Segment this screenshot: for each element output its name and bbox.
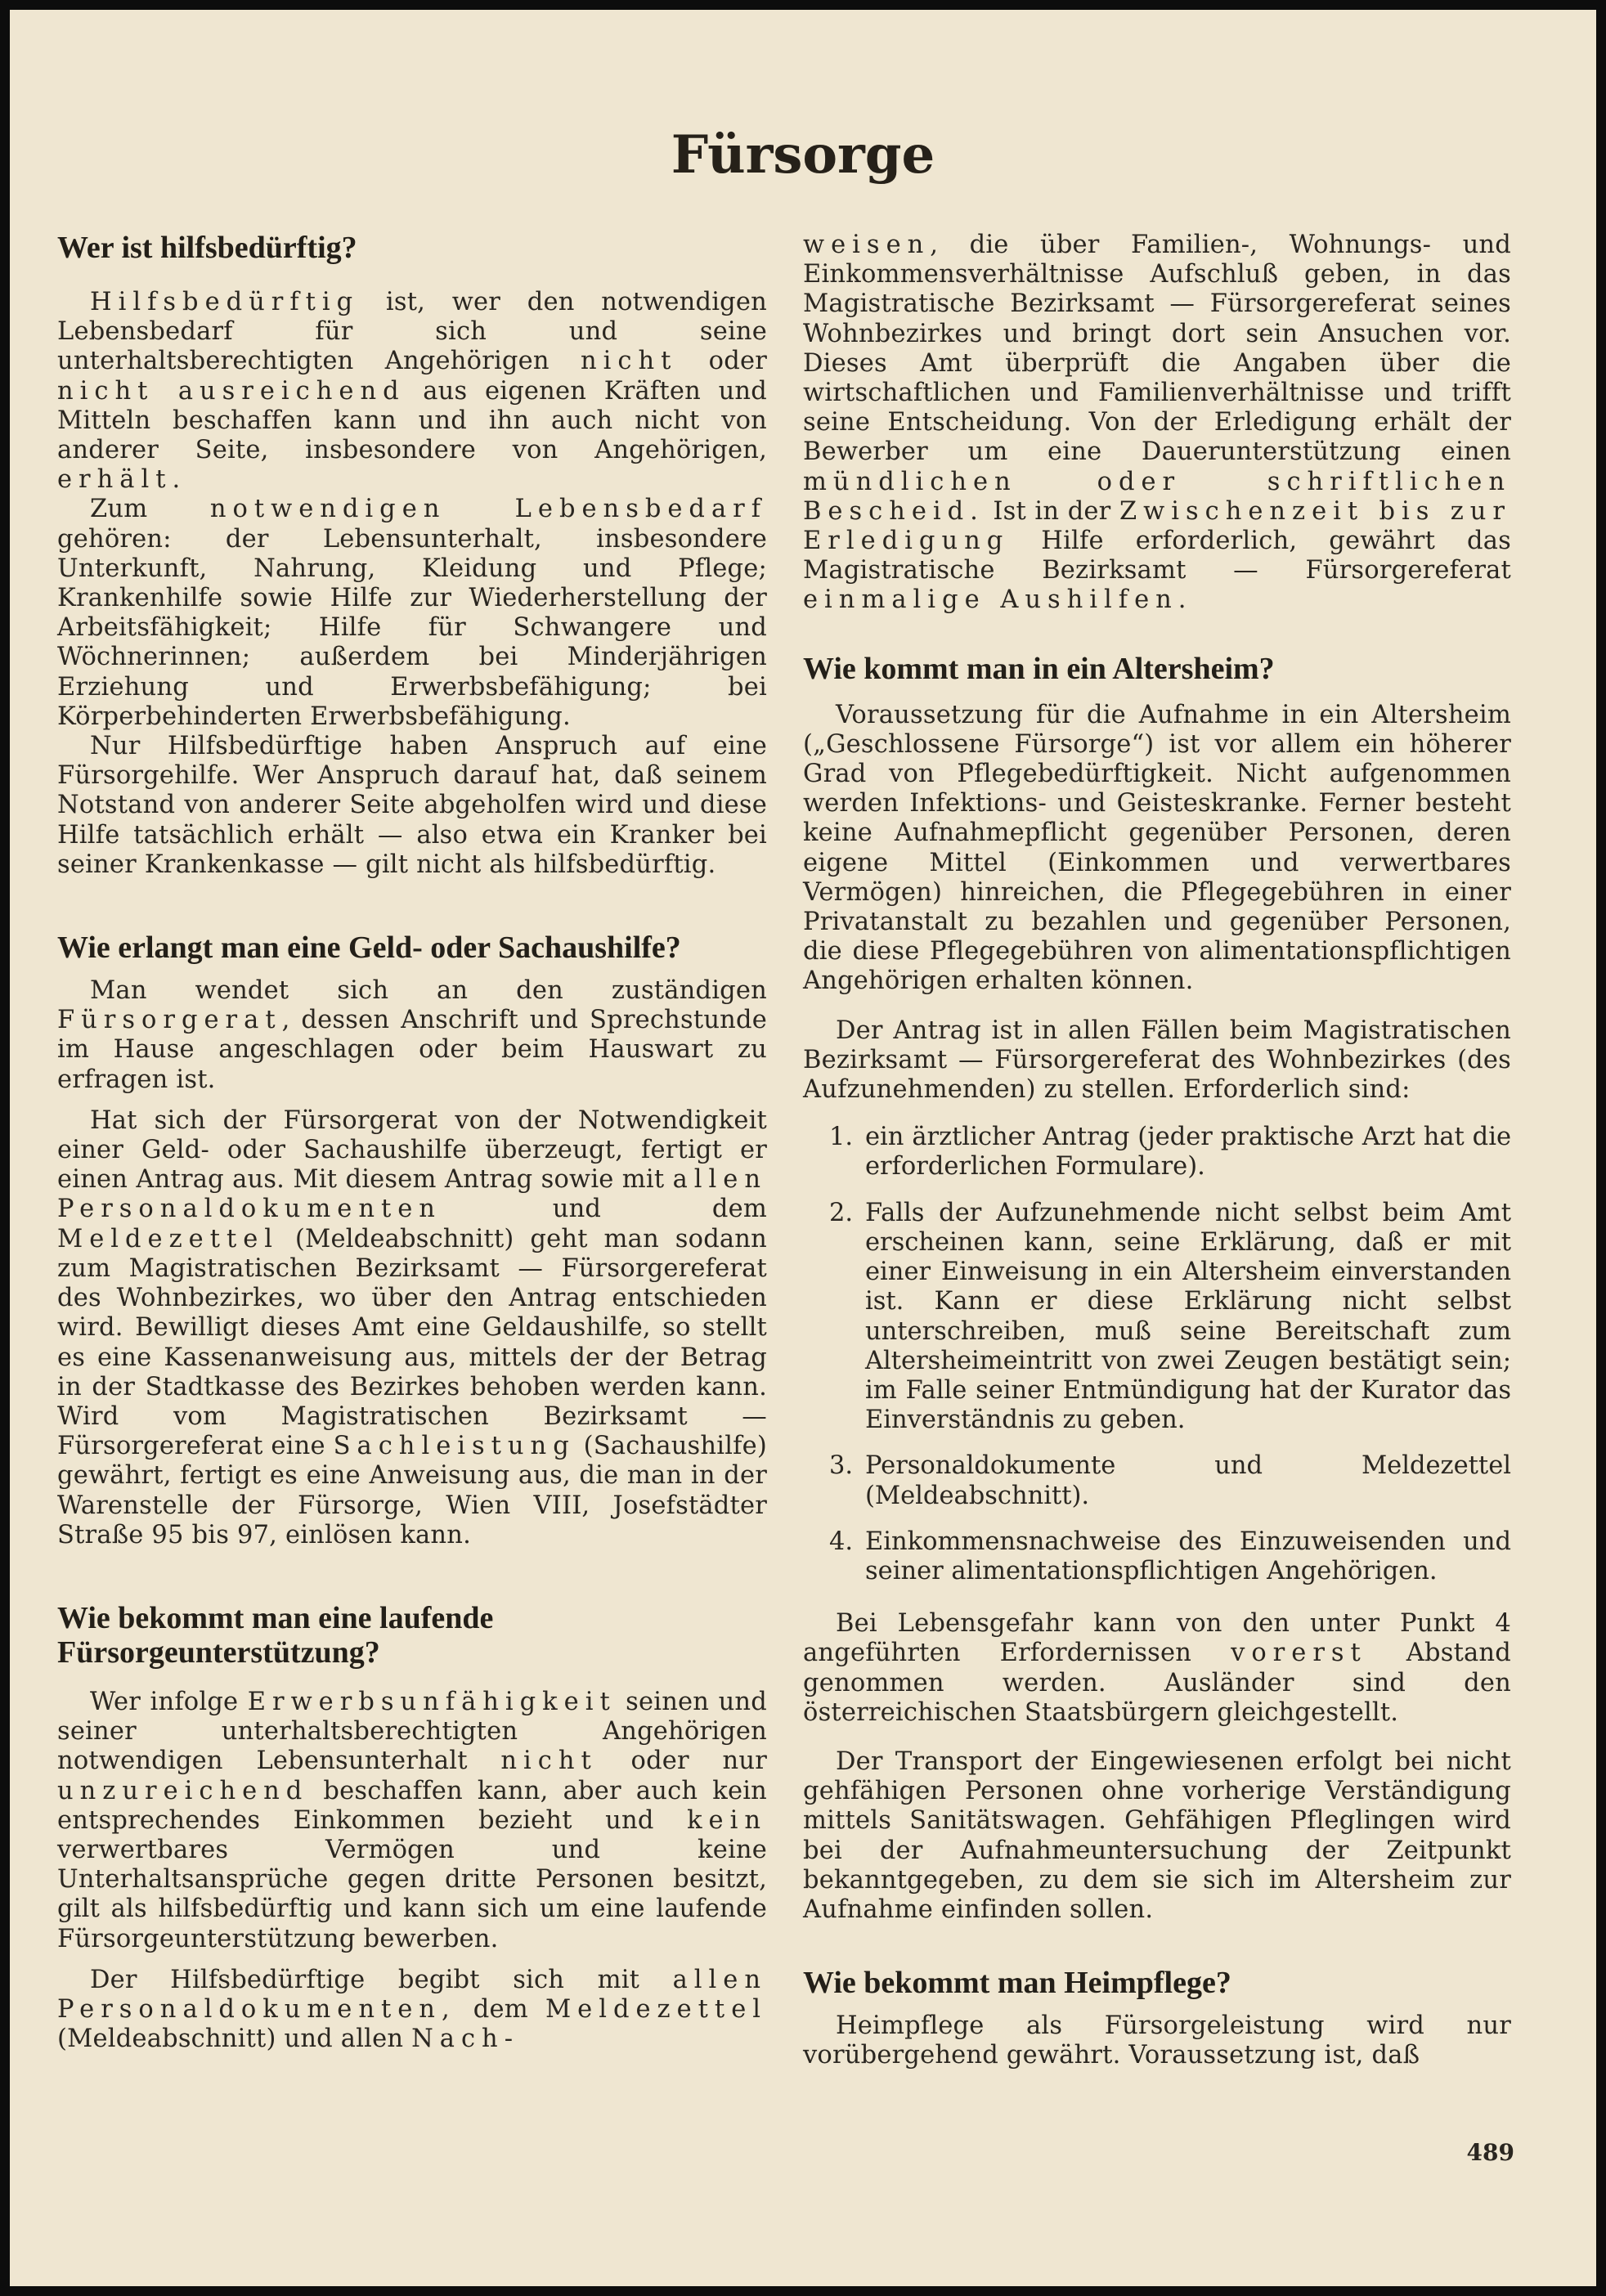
paragraph: Man wendet sich an den zuständigen Fürsorgerat, dessen Anschrift und Sprechstunde im Hause angeschlagen oder beim Hauswart zu erfragen ist. — [57, 976, 767, 1094]
document-page — [10, 10, 1596, 2286]
list-item: 2. Falls der Aufzunehmende nicht selbst beim Amt erscheinen kann, seine Erklärung, daß er mit einer Einweisung in ein Altersheim einverstanden ist. Kann er diese Erklärung nicht selbst unterschreiben, muß seine Bereitschaft zum Altersheimeintritt von zwei Zeugen bestätigt sein; im Falle seiner Entmündigung hat der Kurator das Einverständnis zu geben. — [829, 1198, 1511, 1435]
list-item: 4. Einkommensnachweise des Einzuweisenden und seiner alimentationspflichtigen Angehörigen. — [829, 1527, 1511, 1585]
paragraph: Bei Lebensgefahr kann von den unter Punkt 4 angeführten Erfordernissen vorerst Abstand genommen werden. Ausländer sind den österreichischen Staatsbürgern gleichgestellt. — [803, 1609, 1512, 1727]
paragraph: Der Hilfsbedürftige begibt sich mit allen Personaldokumenten, dem Meldezettel (Meldeabschnitt) und allen Nach- — [57, 1965, 767, 2054]
paragraph: Zum notwendigen Lebensbedarf gehören: der Lebensunterhalt, insbesondere Unterkunft, Nahrung, Kleidung und Pflege; Krankenhilfe sowie Hilfe zur Wiederherstellung der Arbeitsfähigkeit; Hilfe für Schwangere und Wöchnerinnen; außerdem bei Minderjährigen Erziehung und Erwerbsbefähigung; bei Körperbehinderten Erwerbsbefähigung. — [57, 495, 767, 731]
paragraph: Hat sich der Fürsorgerat von der Notwendigkeit einer Geld- oder Sachaushilfe überzeugt, fertigt er einen Antrag aus. Mit diesem Antrag sowie mit allen Personaldokumenten und dem Meldezettel (Meldeabschnitt) geht man sodann zum Magistratischen Bezirksamt — Fürsorgereferat des Wohnbezirkes, wo über den Antrag entschieden wird. Bewilligt dieses Amt eine Geldaushilfe, so stellt es eine Kassenanweisung aus, mittels der der Betrag in der Stadtkasse des Bezirkes behoben werden kann. Wird vom Magistratischen Bezirksamt — Fürsorgereferat eine Sachleistung (Sachaushilfe) gewährt, fertigt es eine Anweisung aus, die man in der Warenstelle der Fürsorge, Wien VIII, Josefstädter Straße 95 bis 97, einlösen kann. — [57, 1105, 768, 1549]
paragraph: Heimpflege als Fürsorgeleistung wird nur vorübergehend gewährt. Voraussetzung ist, daß — [803, 2011, 1511, 2070]
page-title: Fürsorge — [671, 124, 935, 186]
section-heading-hilfsbeduerftig: Wer ist hilfsbedürftig? — [57, 231, 357, 265]
page-number: 489 — [1466, 2139, 1514, 2166]
paragraph: Der Antrag ist in allen Fällen beim Magistratischen Bezirksamt — Fürsorgereferat des Wohnbezirkes (des Aufzunehmenden) zu stellen. Erforderlich sind: — [803, 1016, 1511, 1105]
paragraph: Wer infolge Erwerbsunfähigkeit seinen und seiner unterhaltsberechtigten Angehörigen notwendigen Lebensunterhalt nicht oder nur unzureichend beschaffen kann, aber auch kein entsprechendes Einkommen bezieht und kein verwertbares Vermögen und keine Unterhaltsansprüche gegen dritte Personen besitzt, gilt als hilfsbedürftig und kann sich um eine laufende Fürsorgeunterstützung bewerben. — [57, 1687, 768, 1953]
paragraph: Nur Hilfsbedürftige haben Anspruch auf eine Fürsorgehilfe. Wer Anspruch darauf hat, daß seinem Notstand von anderer Seite abgeholfen wird und diese Hilfe tatsächlich erhält — also etwa ein Kranker bei seiner Krankenkasse — gilt nicht als hilfsbedürftig. — [57, 732, 767, 879]
section-heading-fuersorgeunterstuetzung: Wie bekommt man eine laufende Fürsorgeunterstützung? — [57, 1600, 494, 1670]
left-column — [57, 231, 767, 2054]
paragraph: weisen, die über Familien-, Wohnungs- und Einkommensverhältnisse Aufschluß geben, in das Magistratische Bezirksamt — Fürsorgereferat seines Wohnbezirkes und bringt dort sein Ansuchen vor. Dieses Amt überprüft die Angaben über die wirtschaftlichen und Familienverhältnisse und trifft seine Entscheidung. Von der Erledigung erhält der Bewerber um eine Dauerunterstützung einen mündlichen oder schriftlichen Bescheid. Ist in der Zwischenzeit bis zur Erledigung Hilfe erforderlich, gewährt das Magistratische Bezirksamt — Fürsorgereferat einmalige Aushilfen. — [803, 231, 1511, 615]
section-heading-aushilfe: Wie erlangt man eine Geld- oder Sachaushilfe? — [57, 931, 681, 966]
list-item: 1. ein ärztlicher Antrag (jeder praktische Arzt hat die erforderlichen Formulare). — [829, 1123, 1511, 1182]
right-column — [803, 231, 1511, 2071]
section-heading-altersheim: Wie kommt man in ein Altersheim? — [803, 651, 1275, 686]
paragraph: Der Transport der Eingewiesenen erfolgt bei nicht gehfähigen Personen ohne vorherige Verständigung mittels Sanitätswagen. Gehfähigen Pfleglingen wird bei der Aufnahmeuntersuchung der Zeitpunkt bekanntgegeben, zu dem sie sich im Altersheim zur Aufnahme einfinden sollen. — [803, 1747, 1511, 1924]
list-item: 3. Personaldokumente und Meldezettel (Meldeabschnitt). — [829, 1451, 1511, 1510]
requirements-list — [803, 1123, 1511, 1586]
paragraph: Voraussetzung für die Aufnahme in ein Altersheim („Geschlossene Fürsorge“) ist vor allem ein höherer Grad von Pflegebedürftigkeit. Nicht aufgenommen werden Infektions- und Geisteskranke. Ferner besteht keine Aufnahmepflicht gegenüber Personen, deren eigene Mittel (Einkommen und verwertbares Vermögen) hinreichen, die Pflegegebühren in einer Privatanstalt zu bezahlen und gegenüber Personen, die diese Pflegegebühren von alimentationspflichtigen Angehörigen erhalten können. — [803, 700, 1511, 996]
paragraph: Hilfsbedürftig ist, wer den notwendigen Lebensbedarf für sich und seine unterhaltsberechtigten Angehörigen nicht oder nicht ausreichend aus eigenen Kräften und Mitteln beschaffen kann und ihn auch nicht von anderer Seite, insbesondere von Angehörigen, erhält. — [57, 288, 768, 495]
section-heading-heimpflege: Wie bekommt man Heimpflege? — [803, 1966, 1231, 2001]
